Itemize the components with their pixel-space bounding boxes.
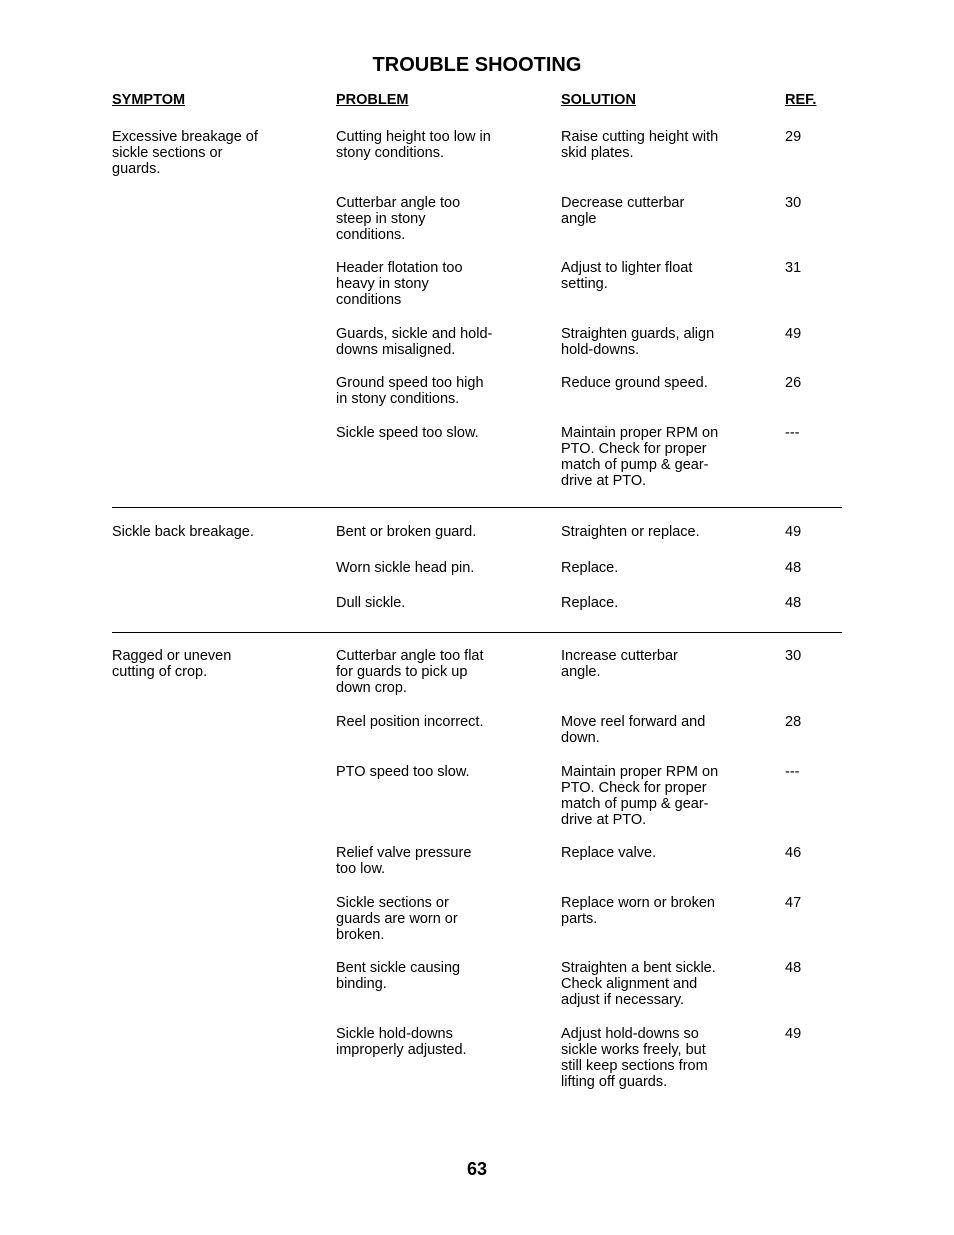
symptom-excessive-breakage: Excessive breakage of sickle sections or guards. (112, 129, 258, 177)
problem-cell: Worn sickle head pin. (336, 560, 475, 576)
problem-cell: PTO speed too slow. (336, 764, 470, 780)
problem-cell: Sickle hold-downs improperly adjusted. (336, 1026, 467, 1058)
solution-cell: Maintain proper RPM on PTO. Check for proper match of pump & gear- drive at PTO. (561, 764, 719, 828)
problem-cell: Bent sickle causing binding. (336, 960, 461, 992)
solution-cell: Maintain proper RPM on PTO. Check for proper match of pump & gear- drive at PTO. (561, 425, 719, 489)
solution-cell: Replace. (561, 560, 619, 576)
problem-cell: Sickle sections or guards are worn or broken. (336, 895, 458, 943)
column-header-solution: SOLUTION (561, 92, 636, 108)
ref-cell: 30 (785, 195, 802, 211)
problem-cell: Cutting height too low in stony conditions. (336, 129, 491, 161)
solution-cell: Move reel forward and down. (561, 714, 706, 746)
page-number: 63 (466, 1159, 488, 1179)
problem-cell: Cutterbar angle too steep in stony conditions. (336, 195, 461, 243)
solution-cell: Replace worn or broken parts. (561, 895, 715, 927)
ref-cell: 26 (785, 375, 802, 391)
solution-cell: Straighten a bent sickle. Check alignment and adjust if necessary. (561, 960, 716, 1008)
column-header-symptom: SYMPTOM (112, 92, 186, 108)
section-divider (112, 507, 842, 508)
section-divider (112, 632, 842, 633)
problem-cell: Dull sickle. (336, 595, 406, 611)
ref-cell: --- (785, 425, 800, 441)
solution-cell: Straighten or replace. (561, 524, 700, 540)
ref-cell: 49 (785, 326, 802, 342)
ref-cell: 46 (785, 845, 802, 861)
problem-cell: Header flotation too heavy in stony conditions (336, 260, 463, 308)
ref-cell: 49 (785, 1026, 802, 1042)
solution-cell: Replace valve. (561, 845, 657, 861)
ref-cell: 49 (785, 524, 802, 540)
problem-cell: Sickle speed too slow. (336, 425, 479, 441)
page-title: TROUBLE SHOOTING (372, 54, 582, 76)
ref-cell: 48 (785, 560, 802, 576)
problem-cell: Relief valve pressure too low. (336, 845, 472, 877)
symptom-ragged-cutting: Ragged or uneven cutting of crop. (112, 648, 232, 680)
solution-cell: Adjust hold-downs so sickle works freely, but still keep sections from lifting off guards. (561, 1026, 708, 1090)
ref-cell: 31 (785, 260, 802, 276)
column-header-problem: PROBLEM (336, 92, 409, 108)
ref-cell: 47 (785, 895, 802, 911)
ref-cell: 29 (785, 129, 802, 145)
solution-cell: Replace. (561, 595, 619, 611)
solution-cell: Straighten guards, align hold-downs. (561, 326, 715, 358)
solution-cell: Raise cutting height with skid plates. (561, 129, 719, 161)
solution-cell: Reduce ground speed. (561, 375, 708, 391)
problem-cell: Bent or broken guard. (336, 524, 477, 540)
column-header-ref: REF. (785, 92, 817, 108)
solution-cell: Adjust to lighter float setting. (561, 260, 693, 292)
ref-cell: 30 (785, 648, 802, 664)
problem-cell: Guards, sickle and hold- downs misaligned. (336, 326, 493, 358)
solution-cell: Increase cutterbar angle. (561, 648, 678, 680)
ref-cell: 48 (785, 595, 802, 611)
problem-cell: Cutterbar angle too flat for guards to pick up down crop. (336, 648, 484, 696)
problem-cell: Ground speed too high in stony conditions. (336, 375, 484, 407)
problem-cell: Reel position incorrect. (336, 714, 484, 730)
symptom-sickle-back-breakage: Sickle back breakage. (112, 524, 254, 540)
ref-cell: --- (785, 764, 800, 780)
solution-cell: Decrease cutterbar angle (561, 195, 685, 227)
ref-cell: 28 (785, 714, 802, 730)
ref-cell: 48 (785, 960, 802, 976)
